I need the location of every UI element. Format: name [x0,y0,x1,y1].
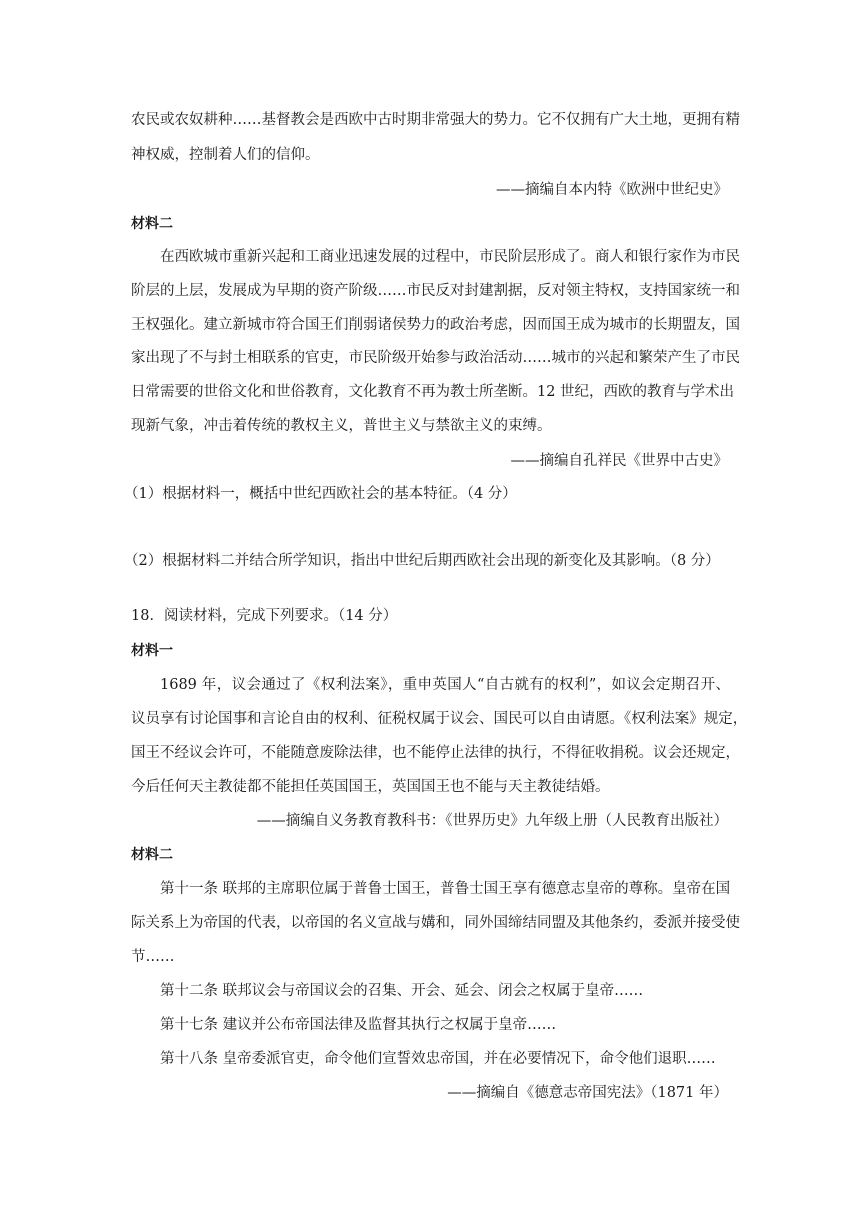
question-18: 18．阅读材料，完成下列要求。（14 分） [131,608,398,624]
section-heading: 材料一 [131,643,173,659]
text-line: 王权强化。建立新城市符合国王们削弱诸侯势力的政治考虑，因而国王成为城市的长期盟友，国 [131,317,740,333]
text-line: 在西欧城市重新兴起和工商业迅速发展的过程中，市民阶层形成了。商人和银行家作为市民 [160,249,740,265]
citation: ——摘编自本内特《欧洲中世纪史》 [496,182,728,198]
citation: ——摘编自孔祥民《世界中古史》 [510,453,728,469]
text-line: 第十一条 联邦的主席职位属于普鲁士国王，普鲁士国王享有德意志皇帝的尊称。皇帝在国 [160,881,731,897]
text-line: 议员享有讨论国事和言论自由的权利、征税权属于议会、国民可以自由请愿。《权利法案》规定， [131,711,748,727]
text-line: 阶层的上层，发展成为早期的资产阶级……市民反对封建割据，反对领主特权，支持国家统一和 [131,283,740,299]
text-line: 节…… [131,949,175,965]
text-line: 日常需要的世俗文化和世俗教育，文化教育不再为教士所垄断。12 世纪，西欧的教育与学术出 [131,384,735,400]
text-line: 农民或农奴耕种……基督教会是西欧中古时期非常强大的势力。它不仅拥有广大土地，更拥有精 [131,112,740,128]
citation: ——摘编自义务教育教科书：《世界历史》九年级上册（人民教育出版社） [256,813,728,829]
citation: ——摘编自《德意志帝国宪法》（1871 年） [447,1085,728,1101]
text-line: 今后任何天主教徒都不能担任英国国王，英国国王也不能与天主教徒结婚。 [131,779,610,795]
text-line: 第十八条 皇帝委派官吏，命令他们宣誓效忠帝国，并在必要情况下，命令他们退职…… [160,1051,716,1067]
question-2: （2）根据材料二并结合所学知识，指出中世纪后期西欧社会出现的新变化及其影响。（8 分） [124,553,720,569]
text-line: 国王不经议会许可，不能随意废除法律，也不能停止法律的执行，不得征收捐税。议会还规定， [131,745,740,761]
text-line: 际关系上为帝国的代表，以帝国的名义宣战与媾和，同外国缔结同盟及其他条约，委派并接受使 [131,915,740,931]
section-heading: 材料二 [131,216,173,232]
text-line: 第十七条 建议并公布帝国法律及监督其执行之权属于皇帝…… [160,1017,557,1033]
text-line: 现新气象，冲击着传统的教权主义，普世主义与禁欲主义的束缚。 [131,418,552,434]
question-1: （1）根据材料一，概括中世纪西欧社会的基本特征。（4 分） [124,486,517,502]
text-line: 神权威，控制着人们的信仰。 [131,147,320,163]
text-line: 家出现了不与封土相联系的官吏，市民阶级开始参与政治活动……城市的兴起和繁荣产生了市民 [131,350,740,366]
section-heading: 材料二 [131,847,173,863]
text-line: 第十二条 联邦议会与帝国议会的召集、开会、延会、闭会之权属于皇帝…… [160,983,644,999]
text-line: 1689 年，议会通过了《权利法案》，重申英国人“自古就有的权利”，如议会定期召开、 [160,677,730,693]
